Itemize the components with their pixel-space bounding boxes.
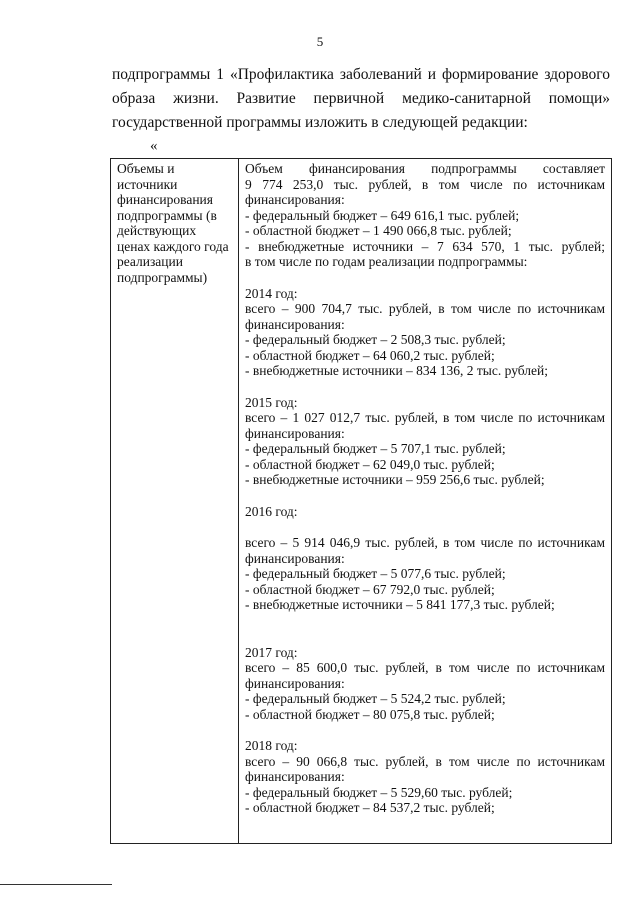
year-heading: 2015 год: <box>245 394 298 410</box>
year-regional: - областной бюджет – 64 060,2 тыс. рублей; <box>245 347 495 363</box>
page-number: 5 <box>316 34 324 49</box>
opening-quote-mark: « <box>150 138 158 154</box>
year-financing-label: финансирования: <box>245 675 345 691</box>
year-block-2018 <box>245 738 605 816</box>
year-heading: 2017 год: <box>245 644 298 660</box>
intro-paragraph <box>112 63 610 135</box>
left-cell-line: подпрограммы) <box>117 269 208 285</box>
summary-line: в том числе по годам реализации подпрограммы: <box>245 254 528 269</box>
year-regional: - областной бюджет – 80 075,8 тыс. рублей; <box>245 706 495 722</box>
left-cell-line: реализации <box>117 254 183 269</box>
left-cell-line: действующих <box>117 223 197 238</box>
left-cell-line: источники <box>117 176 178 192</box>
year-block-2017 <box>245 645 605 723</box>
intro-line-2: образа жизни. Развитие первичной медико-санитарной помощи» <box>112 90 610 107</box>
summary-line: финансирования: <box>245 192 345 207</box>
year-total: всего – 85 600,0 тыс. рублей, в том числе по источникам <box>245 660 605 675</box>
year-extrabudgetary: - внебюджетные источники – 959 256,6 тыс. рублей; <box>245 472 545 487</box>
summary-line: 9 774 253,0 тыс. рублей, в том числе по источникам <box>245 176 605 192</box>
left-cell-line: подпрограммы (в <box>117 207 217 223</box>
year-federal: - федеральный бюджет – 5 524,2 тыс. рублей; <box>245 691 506 706</box>
year-total: всего – 90 066,8 тыс. рублей, в том числе по источникам <box>245 753 605 769</box>
year-heading: 2016 год: <box>245 503 298 519</box>
year-federal: - федеральный бюджет – 5 077,6 тыс. рублей; <box>245 566 506 581</box>
year-federal: - федеральный бюджет – 5 529,60 тыс. рублей; <box>245 784 513 800</box>
summary-line: - внебюджетные источники – 7 634 570, 1 тыс. рублей; <box>245 238 605 254</box>
year-regional: - областной бюджет – 62 049,0 тыс. рублей; <box>245 456 495 472</box>
year-federal: - федеральный бюджет – 2 508,3 тыс. рублей; <box>245 332 506 347</box>
summary-line: Объем финансирования подпрограммы составляет <box>245 161 605 176</box>
year-total: всего – 5 914 046,9 тыс. рублей, в том числе по источникам <box>245 535 605 550</box>
table-value-cell <box>245 161 605 816</box>
summary-line: - федеральный бюджет – 649 616,1 тыс. рублей; <box>245 207 520 223</box>
year-federal: - федеральный бюджет – 5 707,1 тыс. рублей; <box>245 441 506 456</box>
year-financing-label: финансирования: <box>245 769 345 784</box>
year-financing-label: финансирования: <box>245 425 345 441</box>
footnote-rule <box>0 884 112 885</box>
intro-line-3: государственной программы изложить в следующей редакции: <box>112 114 528 131</box>
year-extrabudgetary: - внебюджетные источники – 5 841 177,3 тыс. рублей; <box>245 597 555 612</box>
financing-table <box>110 158 612 844</box>
year-heading: 2018 год: <box>245 738 298 753</box>
left-cell-line: Объемы и <box>117 161 175 176</box>
year-block-2014 <box>245 286 605 379</box>
year-total: всего – 1 027 012,7 тыс. рублей, в том числе по источникам <box>245 410 605 425</box>
year-extrabudgetary: - внебюджетные источники – 834 136, 2 тыс. рублей; <box>245 363 549 378</box>
year-financing-label: финансирования: <box>245 316 345 332</box>
left-cell-line: ценах каждого года <box>117 238 229 254</box>
year-block-2016 <box>245 504 605 613</box>
left-cell-line: финансирования <box>117 192 213 207</box>
table-row-header-cell <box>117 161 235 285</box>
year-total: всего – 900 704,7 тыс. рублей, в том числе по источникам <box>245 301 605 316</box>
summary-block <box>245 161 605 270</box>
column-divider <box>238 159 239 843</box>
year-block-2015 <box>245 395 605 488</box>
year-regional: - областной бюджет – 84 537,2 тыс. рублей; <box>245 800 495 815</box>
year-heading: 2014 год: <box>245 285 298 301</box>
intro-line-1: подпрограммы 1 «Профилактика заболеваний и формирование здорового <box>112 66 610 83</box>
year-regional: - областной бюджет – 67 792,0 тыс. рублей; <box>245 581 495 597</box>
summary-line: - областной бюджет – 1 490 066,8 тыс. рублей; <box>245 223 512 238</box>
year-financing-label: финансирования: <box>245 550 345 566</box>
